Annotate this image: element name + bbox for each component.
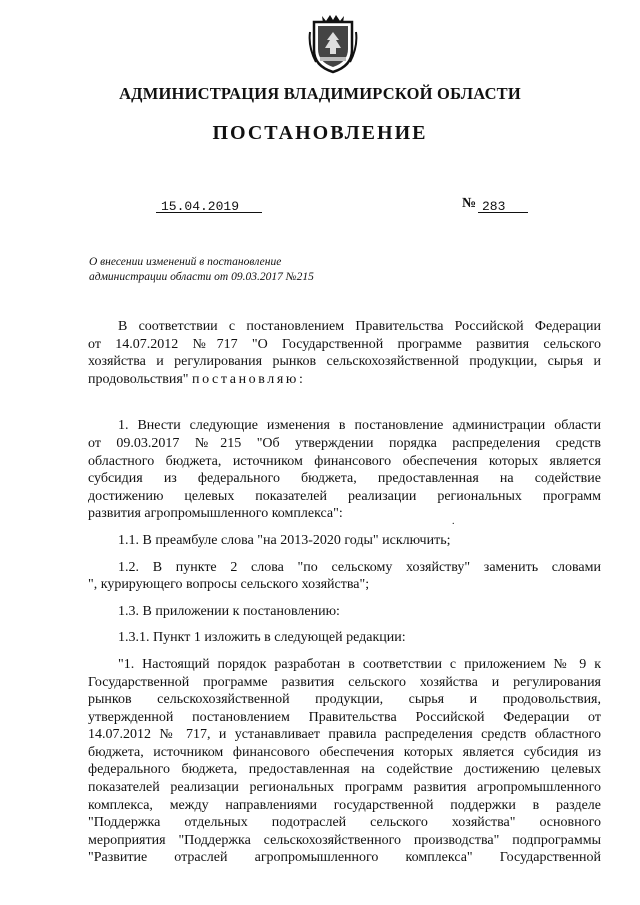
paragraph-line: 1.3.1. Пункт 1 изложить в следующей редакции: <box>118 630 406 646</box>
date-underline <box>156 212 262 213</box>
paragraph-line: бюджета, источником финансового обеспечения которых является субсидия из <box>88 744 601 760</box>
paragraph-line: В соответствии с постановлением Правительства Российской Федерации <box>118 319 601 334</box>
paragraph-line: 1.2. В пункте 2 слова "по сельскому хозяйству" заменить словами <box>118 559 601 575</box>
paragraph-line: утвержденной постановлением Правительства Российской Федерации от <box>88 709 601 725</box>
paragraph-line: ", курирующего вопросы сельского хозяйства"; <box>88 577 370 593</box>
paragraph-line: рынков сельскохозяйственной продукции, сырья и продовольствия, <box>88 692 601 708</box>
paragraph-line: федерального бюджета, предоставленная на содействие достижению целевых <box>88 762 601 778</box>
document-number: 283 <box>482 199 506 214</box>
agency-title: АДМИНИСТРАЦИЯ ВЛАДИМИРСКОЙ ОБЛАСТИ <box>119 84 521 103</box>
document-body <box>88 318 601 867</box>
paragraph-line: достижению целевых показателей реализации региональных программ <box>88 488 601 504</box>
paragraph-line: областного бюджета, источником финансового обеспечения которых является <box>88 453 601 469</box>
number-underline <box>478 212 528 213</box>
paragraph-line: 14.07.2012 № 717, и устанавливает правила распределения средств областного <box>88 727 601 743</box>
subject-line: О внесении изменений в постановление <box>89 256 282 268</box>
subject-block <box>89 255 389 285</box>
paragraph-line: комплекса, между направлениями государственной поддержки в разделе <box>88 797 601 813</box>
paragraph-line: субсидия из федерального бюджета, предоставленная на содействие <box>88 471 601 487</box>
coat-of-arms-icon <box>308 12 358 74</box>
resolve-word: постановляю: <box>192 371 306 387</box>
resolve-prefix: продовольствия" <box>88 371 193 387</box>
stray-mark: . <box>452 516 455 527</box>
paragraph-line: показателей реализации региональных программ развития агропромышленного <box>88 780 601 796</box>
paragraph-line: 1. Внести следующие изменения в постановление администрации области <box>118 418 601 434</box>
document-type-title: ПОСТАНОВЛЕНИЕ <box>212 122 428 144</box>
paragraph-line: 1.1. В преамбуле слова "на 2013-2020 годы" исключить; <box>118 532 451 548</box>
paragraph-line: 1.3. В приложении к постановлению: <box>118 603 340 619</box>
paragraph-line: "Развитие отраслей агропромышленного комплекса" Государственной <box>88 850 601 866</box>
paragraph-line: "1. Настоящий порядок разработан в соответствии с приложением № 9 к <box>118 656 601 672</box>
paragraph-line: "Поддержка отдельных подотраслей сельского хозяйства" основного <box>88 815 601 831</box>
paragraph-line: развития агропромышленного комплекса": <box>88 506 343 522</box>
subject-line: администрации области от 09.03.2017 №215 <box>89 271 314 283</box>
document-date: 15.04.2019 <box>161 199 240 214</box>
number-label: № <box>462 196 477 211</box>
paragraph-line: Государственной программе развития сельского хозяйства и регулирования <box>88 674 601 690</box>
paragraph-line: хозяйства и регулирования рынков сельскохозяйственной продукции, сырья и <box>88 354 601 370</box>
paragraph-line: от 09.03.2017 №215 "Об утверждении порядка распределения средств <box>88 435 601 451</box>
paragraph-line: от 14.07.2012 №717 "О Государственной программе развития сельского <box>88 336 601 352</box>
paragraph-line <box>88 371 601 389</box>
paragraph-line: мероприятия "Поддержка сельскохозяйственного производства" подпрограммы <box>88 832 601 848</box>
